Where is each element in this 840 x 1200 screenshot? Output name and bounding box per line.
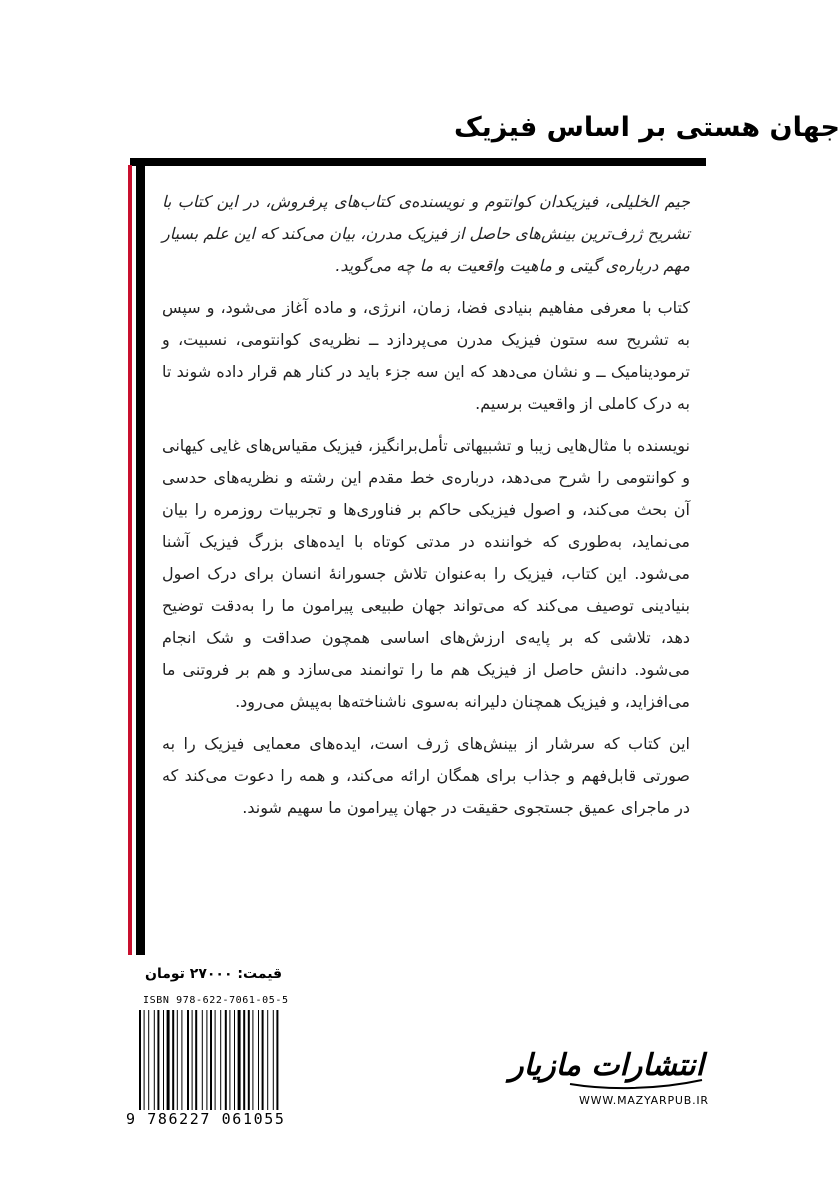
barcode-bar bbox=[206, 1010, 207, 1110]
intro-paragraph: جیم الخلیلی، فیزیکدان کوانتوم و نویسنده‌ی کتاب‌های پرفروش، در این کتاب با تشریح ژرف‌ترین بینش‌های حاصل از فیزیک مدرن، بیان می‌کند که این علم بسیار مهم درباره‌ی گیتی و ماهیت واقعیت به ما چه می‌گوید. bbox=[162, 192, 690, 275]
barcode-bar bbox=[148, 1010, 149, 1110]
barcode-bar bbox=[202, 1010, 203, 1110]
barcode-bar bbox=[163, 1010, 164, 1110]
barcode-bar bbox=[154, 1010, 155, 1110]
barcode-bar bbox=[262, 1010, 264, 1110]
barcode-bar bbox=[252, 1010, 253, 1110]
barcode-bar bbox=[276, 1010, 278, 1110]
barcode-bar bbox=[139, 1010, 141, 1110]
side-rule-black bbox=[136, 165, 145, 955]
barcode-bar bbox=[187, 1010, 189, 1110]
body-paragraph: کتاب با معرفی مفاهیم بنیادی فضا، زمان، انرژی، و ماده آغاز می‌شود، و سپس به تشریح سه ستون فیزیک مدرن می‌پردازد ــ نظریه‌ی کوانتومی، نسبیت، و ترمودینامیک ــ و نشان می‌دهد که این سه جزء باید در کنار هم قرار داده شوند تا به درک کاملی از واقعیت برسیم. bbox=[162, 298, 690, 413]
barcode-bar bbox=[229, 1010, 230, 1110]
barcode-bar bbox=[273, 1010, 274, 1110]
body-paragraph: نویسنده با مثال‌هایی زیبا و تشبیهاتی تأمل‌برانگیز، فیزیک مقیاس‌های غایی کیهانی و کوانتومی را شرح می‌دهد، درباره‌ی خط مقدم این رشته و نظریه‌های حدسی آن بحث می‌کند، و اصول فیزیکی حاکم بر فناوری‌ها و تجربیات روزمره را بیان می‌نماید، به‌طوری که خواننده در مدتی کوتاه با ایده‌های بزرگ فیزیک آشنا می‌شود. این کتاب، فیزیک را به‌عنوان تلاش جسورانهٔ انسان برای درک اصول بنیادینی توصیف می‌کند که می‌تواند جهان طبیعی پیرامون ما را به‌دقت توضیح دهد، تلاشی که بر پایه‌ی ارزش‌های اساسی همچون صداقت و شک انجام می‌شود. دانش حاصل از فیزیک هم ما را توانمند می‌سازد و هم بر فروتنی ما می‌افزاید، و فیزیک همچنان دلیرانه به‌سوی ناشناخته‌ها به‌پیش می‌رود. bbox=[162, 436, 690, 711]
barcode-bar bbox=[258, 1010, 259, 1110]
barcode-bar bbox=[234, 1010, 235, 1110]
barcode-bar bbox=[177, 1010, 178, 1110]
barcode-bar bbox=[215, 1010, 216, 1110]
publisher-website: WWW.MAZYARPUB.IR bbox=[579, 1094, 709, 1107]
barcode-bar bbox=[192, 1010, 193, 1110]
barcode-bar bbox=[167, 1010, 170, 1110]
barcode-bar bbox=[248, 1010, 250, 1110]
barcode-bar bbox=[172, 1010, 174, 1110]
title-rule bbox=[130, 158, 706, 166]
body-paragraph: این کتاب که سرشار از بینش‌های ژرف است، ایده‌های معمایی فیزیک را به صورتی قابل‌فهم و جذاب برای همگان ارائه می‌کند، و همه را دعوت می‌کند که در ماجرای عمیق جستجوی حقیقت در جهان پیرامون ما سهیم شوند. bbox=[162, 734, 690, 817]
side-rule-red bbox=[128, 165, 132, 955]
barcode-bar bbox=[195, 1010, 197, 1110]
barcode-bar bbox=[267, 1010, 268, 1110]
barcode-bar bbox=[243, 1010, 245, 1110]
blurb-column bbox=[162, 186, 690, 834]
barcode-bar bbox=[210, 1010, 212, 1110]
publisher-logo: انتشارات مازیار bbox=[509, 1048, 704, 1083]
barcode-bar bbox=[238, 1010, 241, 1110]
barcode-bar bbox=[220, 1010, 221, 1110]
isbn-label: ISBN 978-622-7061-05-5 bbox=[143, 995, 289, 1006]
price-label: قیمت: ۲۷۰۰۰ تومان bbox=[145, 966, 283, 982]
barcode-bar bbox=[181, 1010, 182, 1110]
isbn-digits: 9 786227 061055 bbox=[126, 1110, 286, 1128]
barcode bbox=[137, 1010, 307, 1110]
barcode-bar bbox=[144, 1010, 145, 1110]
book-title: جهان هستی بر اساس فیزیک bbox=[453, 112, 840, 143]
barcode-bar bbox=[157, 1010, 159, 1110]
barcode-bar bbox=[225, 1010, 227, 1110]
